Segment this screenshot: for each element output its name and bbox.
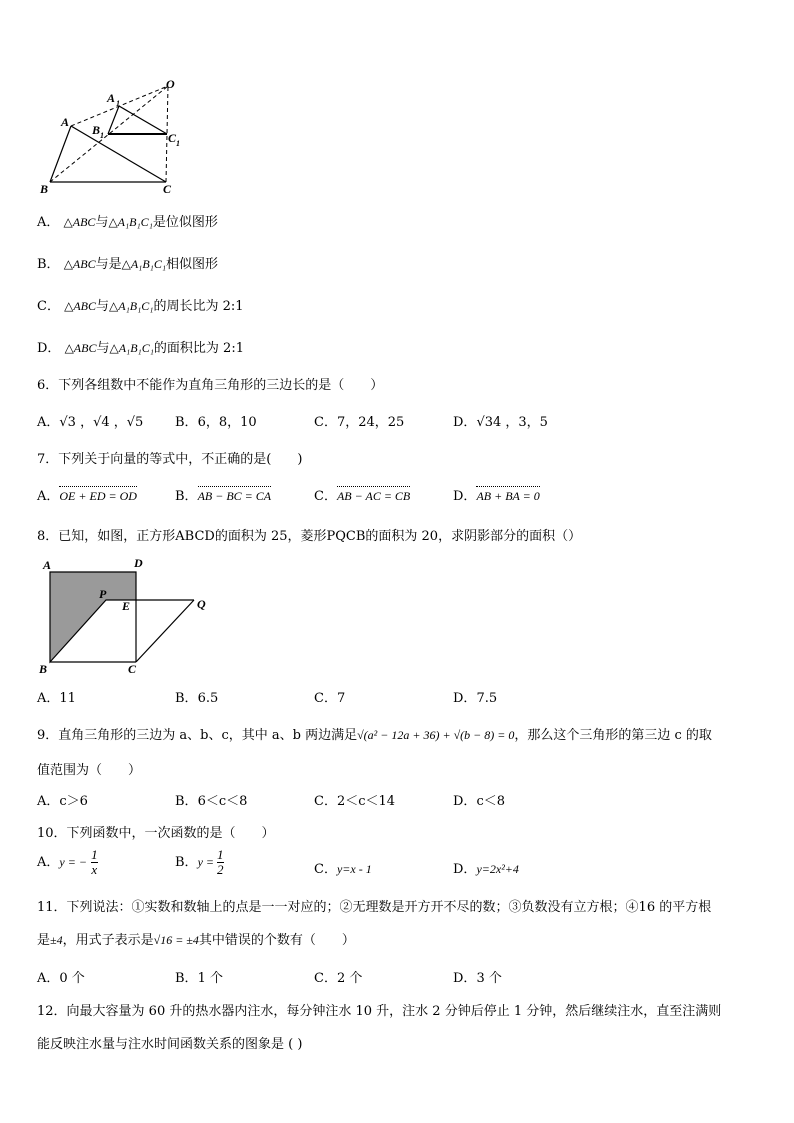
q5-option-b[interactable]	[37, 253, 218, 272]
option-text: 是位似图形	[152, 215, 218, 230]
option-content: 2 个	[336, 971, 363, 986]
q9-equation: √(a² − 12a + 36) + √(b − 8) = 0	[357, 728, 515, 742]
option-content: 6，8，10	[197, 415, 257, 430]
triangle-a1b1c1: △A₁B₁C₁	[121, 257, 167, 271]
option-letter: B．	[37, 257, 60, 272]
function-lhs: y = −	[59, 855, 87, 869]
label-B: B	[40, 182, 49, 196]
option-content: √34 ，3，5	[476, 415, 548, 430]
numerator: 1	[91, 847, 98, 862]
q8-option-d[interactable]	[453, 687, 497, 706]
function-lhs: y =	[197, 855, 217, 869]
option-letter: B．	[175, 691, 198, 706]
q5-option-d[interactable]	[37, 337, 244, 356]
fraction	[91, 848, 98, 877]
option-letter: C．	[314, 971, 337, 986]
label-C: C	[163, 182, 172, 196]
option-text: 相似图形	[166, 257, 219, 272]
q10-stem: 10．下列函数中，一次函数的是（ ）	[37, 826, 275, 841]
option-content: 1 个	[197, 971, 223, 986]
label-Q: Q	[197, 597, 206, 611]
shaded-region	[50, 572, 136, 662]
q9-stem-line1	[37, 724, 712, 743]
q12-stem-line2: 能反映注水量与注水时间函数关系的图象是 ( )	[37, 1037, 303, 1052]
option-letter: C．	[37, 299, 60, 314]
option-letter: B．	[175, 855, 198, 870]
edge-A1B1	[108, 106, 119, 134]
q9-stem-line2: 值范围为（ ）	[37, 763, 142, 778]
q9-option-c[interactable]	[314, 790, 395, 809]
q5-figure	[36, 76, 196, 196]
vector-equation: AB − AC = CB	[336, 489, 411, 503]
label-A: A	[43, 558, 52, 572]
option-content: c＞6	[59, 794, 88, 809]
q5-option-a[interactable]	[37, 211, 218, 230]
label-P: P	[99, 587, 107, 601]
option-letter: A．	[37, 794, 60, 809]
q11-stem-line2	[37, 929, 355, 948]
label-A1-sub: 1	[116, 99, 120, 108]
q10-option-d[interactable]	[453, 858, 519, 877]
q11-text: 其中错误的个数有（ ）	[198, 933, 355, 948]
triangle-a1b1c1: △A₁B₁C₁	[108, 215, 153, 229]
option-content: 0 个	[59, 971, 85, 986]
q11-option-a[interactable]	[37, 967, 85, 986]
q11-pm4: ±4	[50, 933, 63, 947]
q8-option-c[interactable]	[314, 687, 345, 706]
option-letter: C．	[314, 794, 337, 809]
q12-stem-line1: 12．向最大容量为 60 升的热水器内注水，每分钟注水 10 升，注水 2 分钟后停止 1 分钟，然后继续注水，直至注满则	[37, 1004, 722, 1019]
option-text: 的周长比为 2:1	[153, 299, 244, 314]
q7-option-b[interactable]	[175, 485, 271, 504]
option-content: 2＜c＜14	[336, 794, 396, 809]
option-letter: C．	[314, 691, 337, 706]
option-letter: D．	[453, 489, 477, 504]
denominator: 2	[217, 862, 224, 877]
option-letter: D．	[453, 691, 477, 706]
q6-option-c[interactable]	[314, 411, 404, 430]
q11-text: ，用式子表示是	[62, 933, 154, 948]
option-letter: A．	[37, 489, 60, 504]
option-text: 与	[96, 341, 110, 356]
q11-text: 是	[37, 933, 51, 948]
q9-stem-pre: 9．直角三角形的三边为 a、b、c，其中 a、b 两边满足	[37, 728, 358, 743]
option-letter: A．	[37, 415, 60, 430]
option-letter: A．	[37, 855, 60, 870]
option-letter: B．	[175, 415, 198, 430]
label-C: C	[128, 662, 137, 676]
option-letter: A．	[37, 691, 60, 706]
q10-option-c[interactable]	[314, 858, 372, 877]
option-letter: A．	[37, 971, 60, 986]
q11-option-b[interactable]	[175, 967, 223, 986]
triangle-a1b1c1: △A₁B₁C₁	[109, 299, 154, 313]
triangle-abc: △ABC	[64, 341, 97, 355]
q6-option-a[interactable]	[37, 411, 143, 430]
q11-option-c[interactable]	[314, 967, 362, 986]
denominator: x	[91, 862, 98, 877]
label-A: A	[61, 115, 70, 129]
q9-option-a[interactable]	[37, 790, 88, 809]
option-letter: A．	[37, 215, 60, 230]
q9-option-b[interactable]	[175, 790, 247, 809]
label-A1: A	[107, 91, 116, 105]
option-letter: D．	[453, 862, 477, 877]
q7-option-d[interactable]	[453, 485, 540, 504]
option-content: √3 ，√4 ，√5	[59, 415, 144, 430]
q8-option-b[interactable]	[175, 687, 218, 706]
label-B1-sub: 1	[100, 131, 104, 140]
option-letter: B．	[175, 794, 198, 809]
q8-option-a[interactable]	[37, 687, 76, 706]
triangle-abc: △ABC	[63, 257, 96, 271]
option-letter: C．	[314, 862, 337, 877]
option-content: 11	[59, 691, 76, 706]
label-B: B	[39, 662, 48, 676]
q7-option-c[interactable]	[314, 485, 410, 504]
option-content: c＜8	[476, 794, 505, 809]
q10-option-a[interactable]	[37, 848, 98, 877]
q11-formula: √16 = ±4	[153, 933, 199, 947]
option-text: 与	[96, 299, 110, 314]
option-content: 6＜c＜8	[197, 794, 248, 809]
q11-stem-line1: 11．下列说法：①实数和数轴上的点是一一对应的；②无理数是开方开不尽的数；③负数没有立方根；④16 的平方根	[37, 900, 712, 915]
option-letter: B．	[175, 489, 198, 504]
option-text: 的面积比为 2:1	[153, 341, 244, 356]
option-content: y=2x²+4	[476, 862, 519, 876]
option-content: 3 个	[476, 971, 502, 986]
fraction	[217, 848, 224, 877]
option-content: 7.5	[476, 691, 498, 706]
option-content: y=x - 1	[336, 862, 372, 876]
q6-option-b[interactable]	[175, 411, 257, 430]
option-text: 与	[95, 215, 109, 230]
option-letter: D．	[37, 341, 61, 356]
label-O: O	[166, 77, 175, 91]
q10-option-b[interactable]	[175, 848, 224, 877]
q8-stem: 8．已知，如图，正方形ABCD的面积为 25，菱形PQCB的面积为 20，求阴影部分的面积（）	[37, 529, 582, 544]
option-letter: B．	[175, 971, 198, 986]
triangle-a1b1c1: △A₁B₁C₁	[109, 341, 154, 355]
option-letter: D．	[453, 415, 477, 430]
q11-option-d[interactable]	[453, 967, 502, 986]
label-D: D	[134, 556, 143, 570]
vector-equation: AB + BA = 0	[476, 489, 540, 503]
q9-stem-post: ，那么这个三角形的第三边 c 的取	[514, 728, 712, 743]
option-letter: D．	[453, 794, 477, 809]
option-letter: D．	[453, 971, 477, 986]
q6-option-d[interactable]	[453, 411, 548, 430]
q6-stem: 6．下列各组数中不能作为直角三角形的三边长的是（ ）	[37, 378, 384, 393]
label-E: E	[122, 599, 131, 613]
option-content: 7，24，25	[336, 415, 405, 430]
q8-figure	[36, 556, 216, 680]
q7-stem: 7．下列关于向量的等式中，不正确的是( )	[37, 452, 303, 467]
vector-equation: AB − BC = CA	[197, 489, 272, 503]
numerator: 1	[217, 847, 224, 862]
option-letter: C．	[314, 415, 337, 430]
edge-AB	[50, 126, 71, 182]
triangle-abc: △ABC	[63, 215, 96, 229]
label-C1-sub: 1	[176, 139, 180, 148]
option-text: 与是	[95, 257, 122, 272]
q5-option-c[interactable]	[37, 295, 244, 314]
vector-equation: OE + ED = OD	[59, 489, 137, 503]
label-C1: C	[168, 131, 177, 145]
option-content: 7	[336, 691, 346, 706]
triangle-abc: △ABC	[64, 299, 96, 313]
edge-QC	[136, 600, 194, 662]
option-letter: C．	[314, 489, 337, 504]
q9-option-d[interactable]	[453, 790, 505, 809]
option-content: 6.5	[197, 691, 219, 706]
label-B1: B	[92, 123, 101, 137]
q7-option-a[interactable]	[37, 485, 137, 504]
